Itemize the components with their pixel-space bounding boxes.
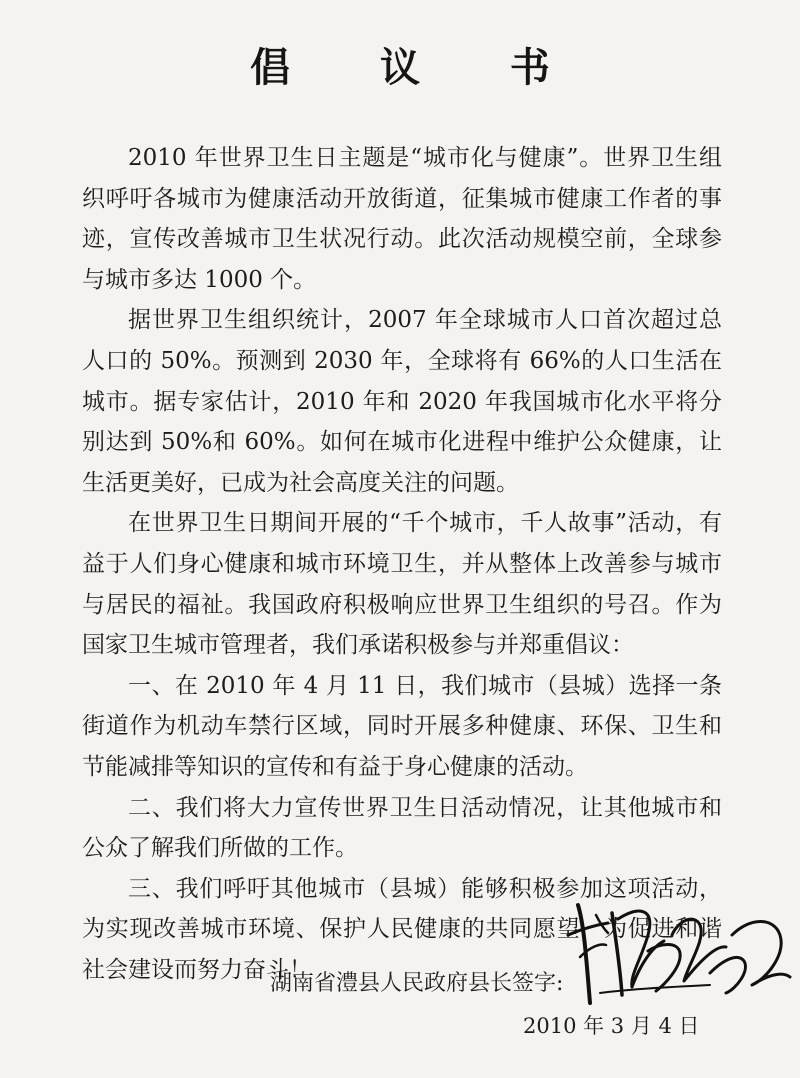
paragraph-intro: 2010 年世界卫生日主题是“城市化与健康”。世界卫生组织呼吁各城市为健康活动开放街道，征集城市健康工作者的事迹，宣传改善城市卫生状况行动。此次活动规模空前，全球参与城市多达 1000 个。: [82, 145, 722, 293]
signature-date: 2010 年 3 月 4 日: [523, 1014, 700, 1038]
paragraph-statistics: 据世界卫生组织统计，2007 年全球城市人口首次超过总人口的 50%。预测到 2030 年，全球将有 66%的人口生活在城市。据专家估计，2010 年和 2020 年我国城市化水平将分别达到 50%和 60%。如何在城市化进程中维护公众健康，让生活更美好，已成为社会高度关注的问题。: [82, 307, 722, 496]
document-body: [82, 138, 722, 990]
paragraph-activity: 在世界卫生日期间开展的“千个城市，千人故事”活动，有益于人们身心健康和城市环境卫生，并从整体上改善参与城市与居民的福祉。我国政府积极响应世界卫生组织的号召。作为国家卫生城市管理者，我们承诺积极参与并郑重倡议：: [82, 510, 722, 659]
paragraph-proposal-2: 二、我们将大力宣传世界卫生日活动情况，让其他城市和公众了解我们所做的工作。: [82, 794, 722, 862]
signature-label: 湖南省澧县人民政府县长签字:: [270, 971, 564, 996]
document-title: 倡 议 书: [250, 44, 588, 91]
paragraph-proposal-1: 一、在 2010 年 4 月 11 日，我们城市（县城）选择一条街道作为机动车禁行区域，同时开展多种健康、环保、卫生和节能减排等知识的宣传和有益于身心健康的活动。: [82, 672, 722, 780]
paragraph-proposal-3: 三、我们呼吁其他城市（县城）能够积极参加这项活动，为实现改善城市环境、保护人民健康的共同愿望，为促进和谐社会建设而努力奋斗！: [82, 875, 722, 983]
